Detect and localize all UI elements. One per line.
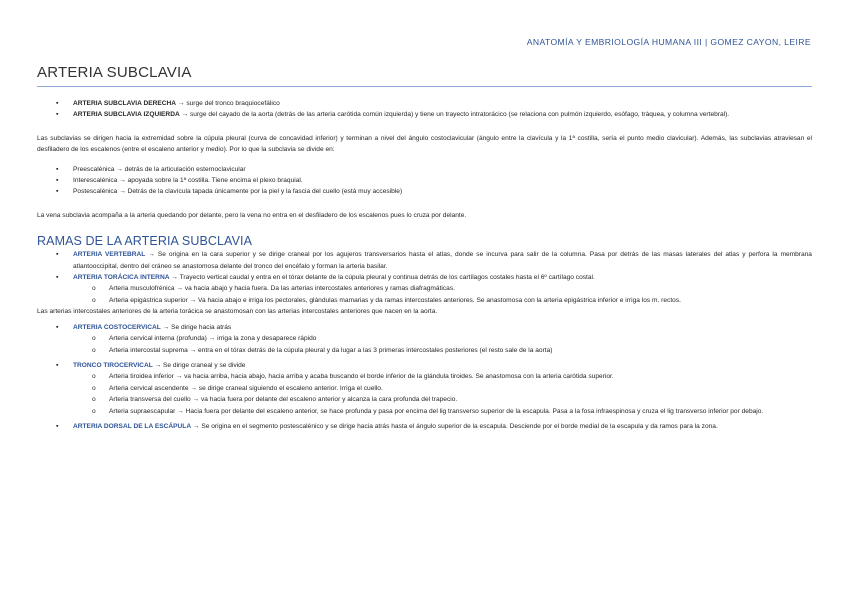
portions-list <box>37 164 812 198</box>
list-item-label: Interescalénica <box>73 177 118 185</box>
branch-vertebral <box>37 249 812 272</box>
branch-label: ARTERIA VERTEBRAL <box>73 251 146 259</box>
branch-costocervical <box>37 322 812 356</box>
list-item <box>37 98 812 109</box>
intercostal-note: Las arterias intercostales anteriores de la arteria torácica se anastomosan con las arterias intercostales anteriores que nacen en la aorta. <box>37 308 438 316</box>
list-item <box>37 164 812 175</box>
origin-list <box>37 98 812 121</box>
branches-list-continued <box>37 322 812 433</box>
sub-branch-item: o Arteria supraescapular → Hacia fuera por delante del escaleno anterior, se hace profunda y pasa por encima del lig transverso superior de la escapula. Pasa a la fosa infraespinosa y cruza el lig transverso inferior por debajo. <box>73 406 812 417</box>
list-item-text: → surge del cayado de la aorta (detrás de las arteria carótida común izquierda) y tiene un trayecto intratorácico (se relaciona con pulmón izquierdo, esófago, tráquea, y columna vertebral). <box>179 111 730 119</box>
list-item <box>37 186 812 197</box>
list-item-label: Preescalénica <box>73 165 115 173</box>
branch-label: ARTERIA DORSAL DE LA ESCÁPULA <box>73 422 192 430</box>
branch-text: → Se dirige hacia atrás <box>160 323 232 331</box>
section-heading: RAMAS DE LA ARTERIA SUBCLAVIA <box>37 234 253 249</box>
intro-paragraph: Las subclavias se dirigen hacia la extremidad sobre la cúpula pleural (curva de concavidad inferior) y terminan a nivel del ángulo costoclavicular (ángulo entre la clavícula y la 1ª costilla, sería el punto medio clavicular). Además, las subclavias atraviesan el desfiladero de los escalenos (entre el escaleno anterior y medio). Por lo que la subclavia se divide en: <box>37 134 812 154</box>
branch-label: ARTERIA COSTOCERVICAL <box>73 323 161 331</box>
branches-list <box>37 249 812 306</box>
branch-toracica-interna <box>37 272 812 306</box>
branch-dorsal-escapula <box>37 421 812 432</box>
document-body <box>37 98 812 432</box>
branch-text: → Se dirige craneal y se divide <box>152 361 246 369</box>
document-header: ANATOMÍA Y EMBRIOLOGÍA HUMANA III | GOMEZ CAYON, LEIRE <box>526 37 811 47</box>
branch-text: → Trayecto vertical caudal y entra en el tórax delante de la cúpula pleural y continua detrás de los cartílagos costales hasta el 6º cartílago costal. <box>169 274 595 282</box>
sub-branch-item: o Arteria cervical ascendente → se dirige craneal siguiendo el escaleno anterior. Irriga el cuello. <box>73 383 812 394</box>
branch-label: ARTERIA TORÁCICA INTERNA <box>73 274 170 282</box>
branch-text: → Se origina en el segmento postescalénico y se dirige hacia atrás hasta el ángulo superior de la escapula. Desciende por el borde medial de la escapula y da ramos para la zona. <box>191 422 718 430</box>
list-item-text: → Detrás de la clavícula tapada únicamente por la piel y la fascia del cuello (está muy accesible) <box>117 188 403 196</box>
list-item <box>37 175 812 186</box>
sub-branch-item: o Arteria intercostal suprema → entra en el tórax detrás de la cúpula pleural y da lugar a las 3 primeras intercostales posteriores (el resto sale de la aorta) <box>73 345 812 356</box>
sub-branch-item: o Arteria epigástrica superior → Va hacia abajo e irriga los pectorales, glándulas mamarias y da ramas intercostales anteriores. Se anastomosa con la arteria epigástrica inferior e irriga los m. rectos. <box>73 295 812 306</box>
list-item-text: → detrás de la articulación esternoclavicular <box>114 165 246 173</box>
sub-branch-list <box>73 333 812 356</box>
list-item-text: → apoyada sobre la 1ª costilla. Tiene encima el plexo braquial. <box>117 177 303 185</box>
branch-label: TRONCO TIROCERVICAL <box>73 361 153 369</box>
sub-branch-list <box>73 371 812 417</box>
list-item-text: → surge del tronco braquiocefálico <box>176 100 280 107</box>
branch-text: → Se origina en la cara superior y se dirige craneal por los agujeros transversarios hasta el atlas, donde se incurva para salir de la columna. Pasa por detrás de las masas laterales del atlas y perfora la membrana atlantooccipital, dentro del cráneo se anastomosa delante del tronco del encéfalo y forman la arteria basilar. <box>73 251 812 270</box>
list-item-label: Postescalénica <box>73 188 118 196</box>
sub-branch-item: o Arteria transversa del cuello → va hacia fuera por delante del escaleno anterior y alcanza la cara profunda del trapecio. <box>73 394 812 405</box>
title-divider <box>37 86 812 87</box>
page-title: ARTERIA SUBCLAVIA <box>37 64 192 81</box>
sub-branch-item: o Arteria cervical interna (profunda) → irriga la zona y desaparece rápido <box>73 333 812 344</box>
bold-label: ARTERIA SUBCLAVIA DERECHA <box>73 100 177 107</box>
sub-branch-item: o Arteria musculofrénica → va hacia abajo y hacia fuera. Da las arterias intercostales anteriores y ramas diafragmáticas. <box>73 283 812 294</box>
branch-tirocervical <box>37 360 812 417</box>
list-item <box>37 109 812 120</box>
vein-paragraph: La vena subclavia acompaña a la arteria quedando por delante, pero la vena no entra en el desfiladero de los escalenos pues lo cruza por delante. <box>37 211 467 219</box>
sub-branch-item: o Arteria tiroidea inferior → va hacia arriba, hacia abajo, hacia arriba y acaba buscando el borde inferior de la glándula tiroides. Se anastomosa con la arteria carótida superior. <box>73 371 812 382</box>
bold-label: ARTERIA SUBCLAVIA IZQUIERDA <box>73 111 180 119</box>
sub-branch-list <box>73 283 812 306</box>
